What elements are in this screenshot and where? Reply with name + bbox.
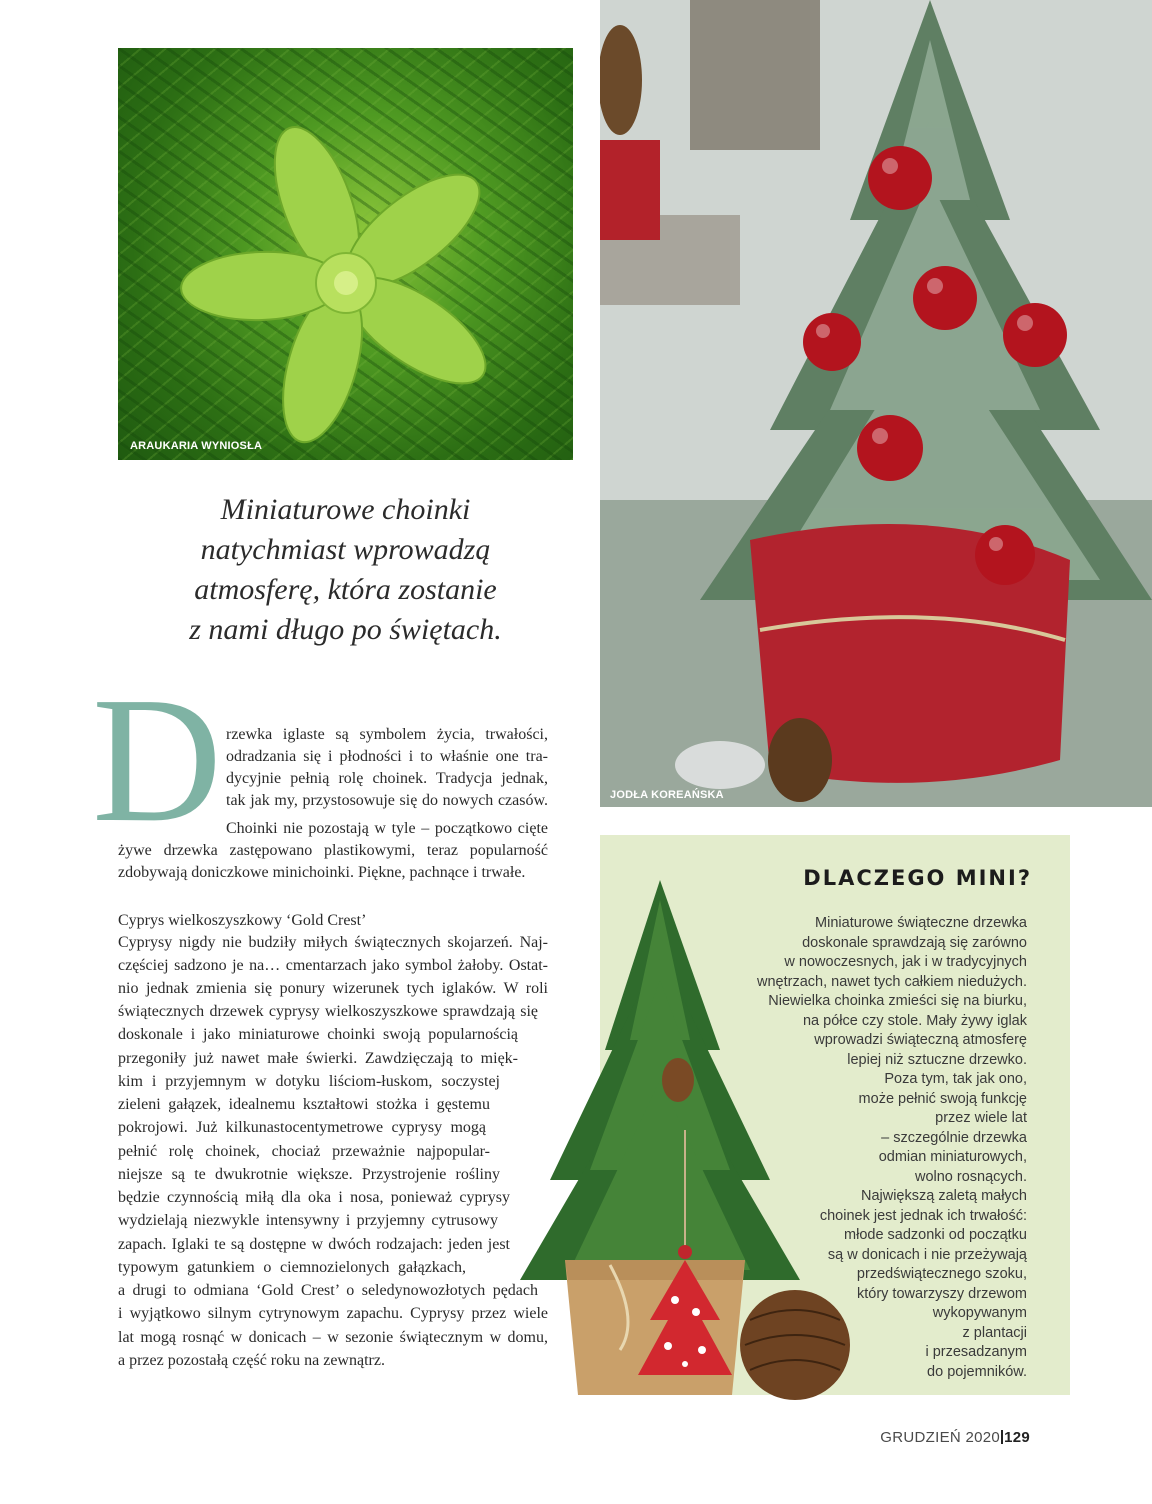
intro-line: dycyjnie pełnią rolę choinek. Tradycja jednak,: [226, 770, 548, 787]
body-line: będzie czynnością miłą dla oka i nosa, ponieważ cyprysy: [118, 1189, 510, 1206]
body-line: doskonale i jako miniaturowe choinki swoją popularnością: [118, 1026, 518, 1043]
body-line: zapach. Iglaki te są dostępne w dwóch rodzajach: jeden jest: [118, 1236, 510, 1253]
pull-quote: [118, 490, 573, 650]
section-subheading: Cyprys wielkoszyszkowy ‘Gold Crest’: [118, 912, 367, 929]
sidebar-line: wprowadzi świąteczną atmosferę: [814, 1032, 1027, 1048]
sidebar-line: przez wiele lat: [935, 1110, 1027, 1126]
page-number: 129: [1004, 1429, 1030, 1446]
body-line: pokrojowi. Już kilkunastocentymetrowe cyprysy mogą: [118, 1119, 486, 1136]
drop-cap: D: [92, 660, 222, 859]
araucaria-photo: [118, 48, 573, 460]
sidebar-line: w nowoczesnych, jak i w tradycyjnych: [784, 954, 1027, 970]
korean-fir-photo: [600, 0, 1152, 807]
pull-quote-line: Miniaturowe choinki: [220, 493, 471, 526]
sidebar-line: młode sadzonki od początku: [844, 1227, 1027, 1243]
body-line: pełnić rolę choinek, chociaż przeważnie najpopular-: [118, 1143, 490, 1160]
fir-tree-illustration: [600, 0, 1152, 807]
sidebar-line: wykopywanym: [932, 1305, 1027, 1321]
sidebar-line: są w donicach i nie przeżywają: [827, 1246, 1027, 1263]
footer-divider: [1001, 1430, 1003, 1444]
pull-quote-line: atmosferę, która zostanie: [194, 573, 497, 606]
sidebar-line: odmian miniaturowych,: [878, 1149, 1027, 1165]
sidebar-title: DLACZEGO MINI?: [803, 866, 1032, 890]
araucaria-star-branch: [118, 48, 573, 460]
body-line: Cyprysy nigdy nie budziły miłych świątecznych skojarzeń. Naj-: [118, 934, 548, 951]
intro-line: żywe drzewka zastępowano plastikowymi, teraz popularność: [118, 842, 548, 859]
pull-quote-line: z nami długo po świętach.: [189, 613, 502, 646]
intro-line: Choinki nie pozostają w tyle – początkowo cięte: [226, 820, 548, 837]
body-line: świątecznych drzewek cyprysy wielkoszyszkowe sprawdzają się: [118, 1003, 538, 1020]
sidebar-line: Największą zaletą małych: [860, 1188, 1027, 1204]
intro-line: tak jak my, przystosowuje się do nowych czasów.: [226, 792, 548, 809]
sidebar-line: wnętrzach, nawet tych całkiem niedużych.: [757, 973, 1027, 990]
intro-line: rzewka iglaste są symbolem życia, trwałości,: [226, 726, 548, 743]
sidebar-line: doskonale sprawdzają się zarówno: [802, 934, 1027, 951]
sidebar-line: wolno rosnących.: [914, 1168, 1027, 1185]
body-line: wydzielają niezwykle intensywny i przyjemny cytrusowy: [118, 1212, 498, 1229]
body-line: przegoniły już nawet małe świerki. Zawdzięczają to mięk-: [118, 1050, 518, 1067]
page-footer: [880, 1429, 1030, 1446]
sidebar-line: przedświątecznego szoku,: [856, 1266, 1027, 1282]
sidebar-line: Niewielka choinka zmieści się na biurku,: [768, 993, 1027, 1009]
body-line: a drugi to odmiana ‘Gold Crest’ o seledynowozłotych pędach: [118, 1282, 538, 1299]
sidebar-line: Poza tym, tak jak ono,: [884, 1071, 1027, 1087]
intro-line: odradzania się i płodności i to właśnie one tra-: [226, 748, 548, 765]
sidebar-line: – szczególnie drzewka: [881, 1129, 1027, 1146]
sidebar-line: który towarzyszy drzewom: [856, 1285, 1027, 1302]
body-line: częściej sadzono je na… cmentarzach jako symbol żałoby. Ostat-: [118, 957, 548, 974]
body-line: i wyjątkowo silnym cytrynowym zapachu. Cyprysy przez wiele: [118, 1305, 548, 1322]
sidebar-line: może pełnić swoją funkcję: [858, 1090, 1027, 1107]
sidebar-line: Miniaturowe świąteczne drzewka: [815, 915, 1027, 931]
sidebar-line: i przesadzanym: [925, 1344, 1027, 1360]
sidebar-line: lepiej niż sztuczne drzewko.: [847, 1051, 1027, 1068]
issue-date: GRUDZIEŃ 2020: [880, 1429, 1001, 1446]
body-line: kim i przyjemnym w dotyku liściom-łuskom, soczystej: [118, 1073, 500, 1090]
body-line: typowym gatunkiem o ciemnozielonych gałązkach,: [118, 1259, 466, 1276]
sidebar-line: do pojemników.: [927, 1363, 1027, 1380]
body-line: nio jednak zmienia się ponury wizerunek tych iglaków. W roli: [118, 980, 548, 997]
body-line: zieleni gałązek, idealnemu kształtowi stożka i gęstemu: [118, 1096, 490, 1113]
caption-araucaria: ARAUKARIA WYNIOSŁA: [130, 440, 263, 452]
body-line: lat mogą rosnąć w donicach – w sezonie świątecznym w domu,: [118, 1329, 548, 1346]
caption-korean-fir: JODŁA KOREAŃSKA: [610, 789, 724, 801]
sidebar-line: z plantacji: [962, 1324, 1027, 1341]
pull-quote-line: natychmiast wprowadzą: [200, 533, 491, 566]
body-line: niejsze są te dwukrotnie większe. Przystrojenie rośliny: [118, 1166, 500, 1183]
sidebar-line: choinek jest jednak ich trwałość:: [819, 1207, 1027, 1224]
sidebar-line: na półce czy stole. Mały żywy iglak: [802, 1012, 1027, 1029]
intro-line: zdobywają doniczkowe minichoinki. Piękne, pachnące i trwałe.: [118, 864, 526, 881]
body-line: a przez pozostałą część roku na zewnątrz.: [118, 1352, 385, 1369]
